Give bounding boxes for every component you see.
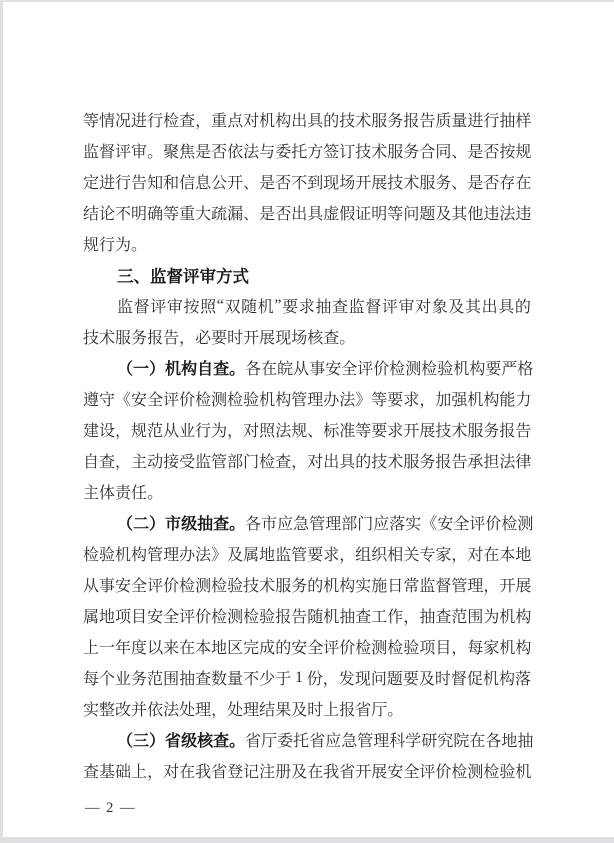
text-line: 从 事 安 全 评 价 检 测 检 验 技 术 服 务 的 机 构 实 施 日 常 监 督 管 理 ， 开 展 [83,578,532,595]
text-line: 自 查 ， 主 动 接 受 监 管 部 门 检 查 ， 对 出 具 的 技 术 服 务 报 告 承 担 法 律 [83,454,532,471]
text-line: （ 一 ） 机 构 自 查 。 各 在 皖 从 事 安 全 评 价 检 测 检 验 机 构 要 严 格 [117,361,534,378]
text-line: 上 一 年 度 以 来 在 本 地 区 完 成 的 安 全 评 价 检 测 检 验 项 目 ， 每 家 机 构 [83,640,532,657]
page-number: — 2 — [85,800,136,816]
section-heading: 三 、 监 督 评 审 方 式 [117,267,249,286]
text-line: 检 验 机 构 管 理 办 法 》 及 属 地 监 管 要 求 ， 组 织 相 关 专 家 ， 对 在 本 地 [83,547,532,564]
text-line: 监 督 评 审 。 聚 焦 是 否 依 法 与 委 托 方 签 订 技 术 服 务 合 同 、 是 否 按 规 [83,144,532,161]
text-line: 规 行 为 。 [83,237,148,254]
text-line: 技 术 服 务 报 告 ， 必 要 时 开 展 现 场 核 查 。 [83,330,356,347]
text-line: 主 体 责 任 。 [83,485,164,502]
text-line: 监 督 评 审 按 照 “ 双 随 机 ” 要 求 抽 查 监 督 评 审 对 象 及 其 出 具 的 [117,296,531,316]
text-line: 每 个 业 务 范 围 抽 查 数 量 不 少 于 1 份 ， 发 现 问 题 要 及 时 督 促 机 构 落 [83,668,531,688]
text-line: 定 进 行 告 知 和 信 息 公 开 、 是 否 不 到 现 场 开 展 技 术 服 务 、 是 否 存 在 [83,175,532,192]
document-page [3,2,614,837]
text-line: 属 地 项 目 安 全 评 价 检 测 检 验 报 告 随 机 抽 查 工 作 ， 抽 查 范 围 为 机 构 [83,609,532,626]
text-line: （ 三 ） 省 级 核 查 。 省 厅 委 托 省 应 急 管 理 科 学 研 究 院 在 各 地 抽 [117,733,534,750]
text-line: 结 论 不 明 确 等 重 大 疏 漏 、 是 否 出 具 虚 假 证 明 等 问 题 及 其 他 违 法 违 [83,206,532,223]
document-content [83,104,534,786]
text-line: 实 整 改 并 依 法 处 理 ， 处 理 结 果 及 时 上 报 省 厅 。 [83,702,404,719]
text-line: 遵 守 《 安 全 评 价 检 测 检 验 机 构 管 理 办 法 》 等 要 求 ， 加 强 机 构 能 力 [83,392,532,409]
text-line: 建 设 ， 规 范 从 业 行 为 ， 对 照 法 规 、 标 准 等 要 求 开 展 技 术 服 务 报 告 [83,423,532,440]
text-line: 等 情 况 进 行 检 查 ， 重 点 对 机 构 出 具 的 技 术 服 务 报 告 质 量 进 行 抽 样 [83,113,532,130]
text-line: 查 基 础 上 ， 对 在 我 省 登 记 注 册 及 在 我 省 开 展 安 全 评 价 检 测 检 验 机 [83,764,532,781]
text-line: （ 二 ） 市 级 抽 查 。 各 市 应 急 管 理 部 门 应 落 实 《 安 全 评 价 检 测 [117,516,534,533]
